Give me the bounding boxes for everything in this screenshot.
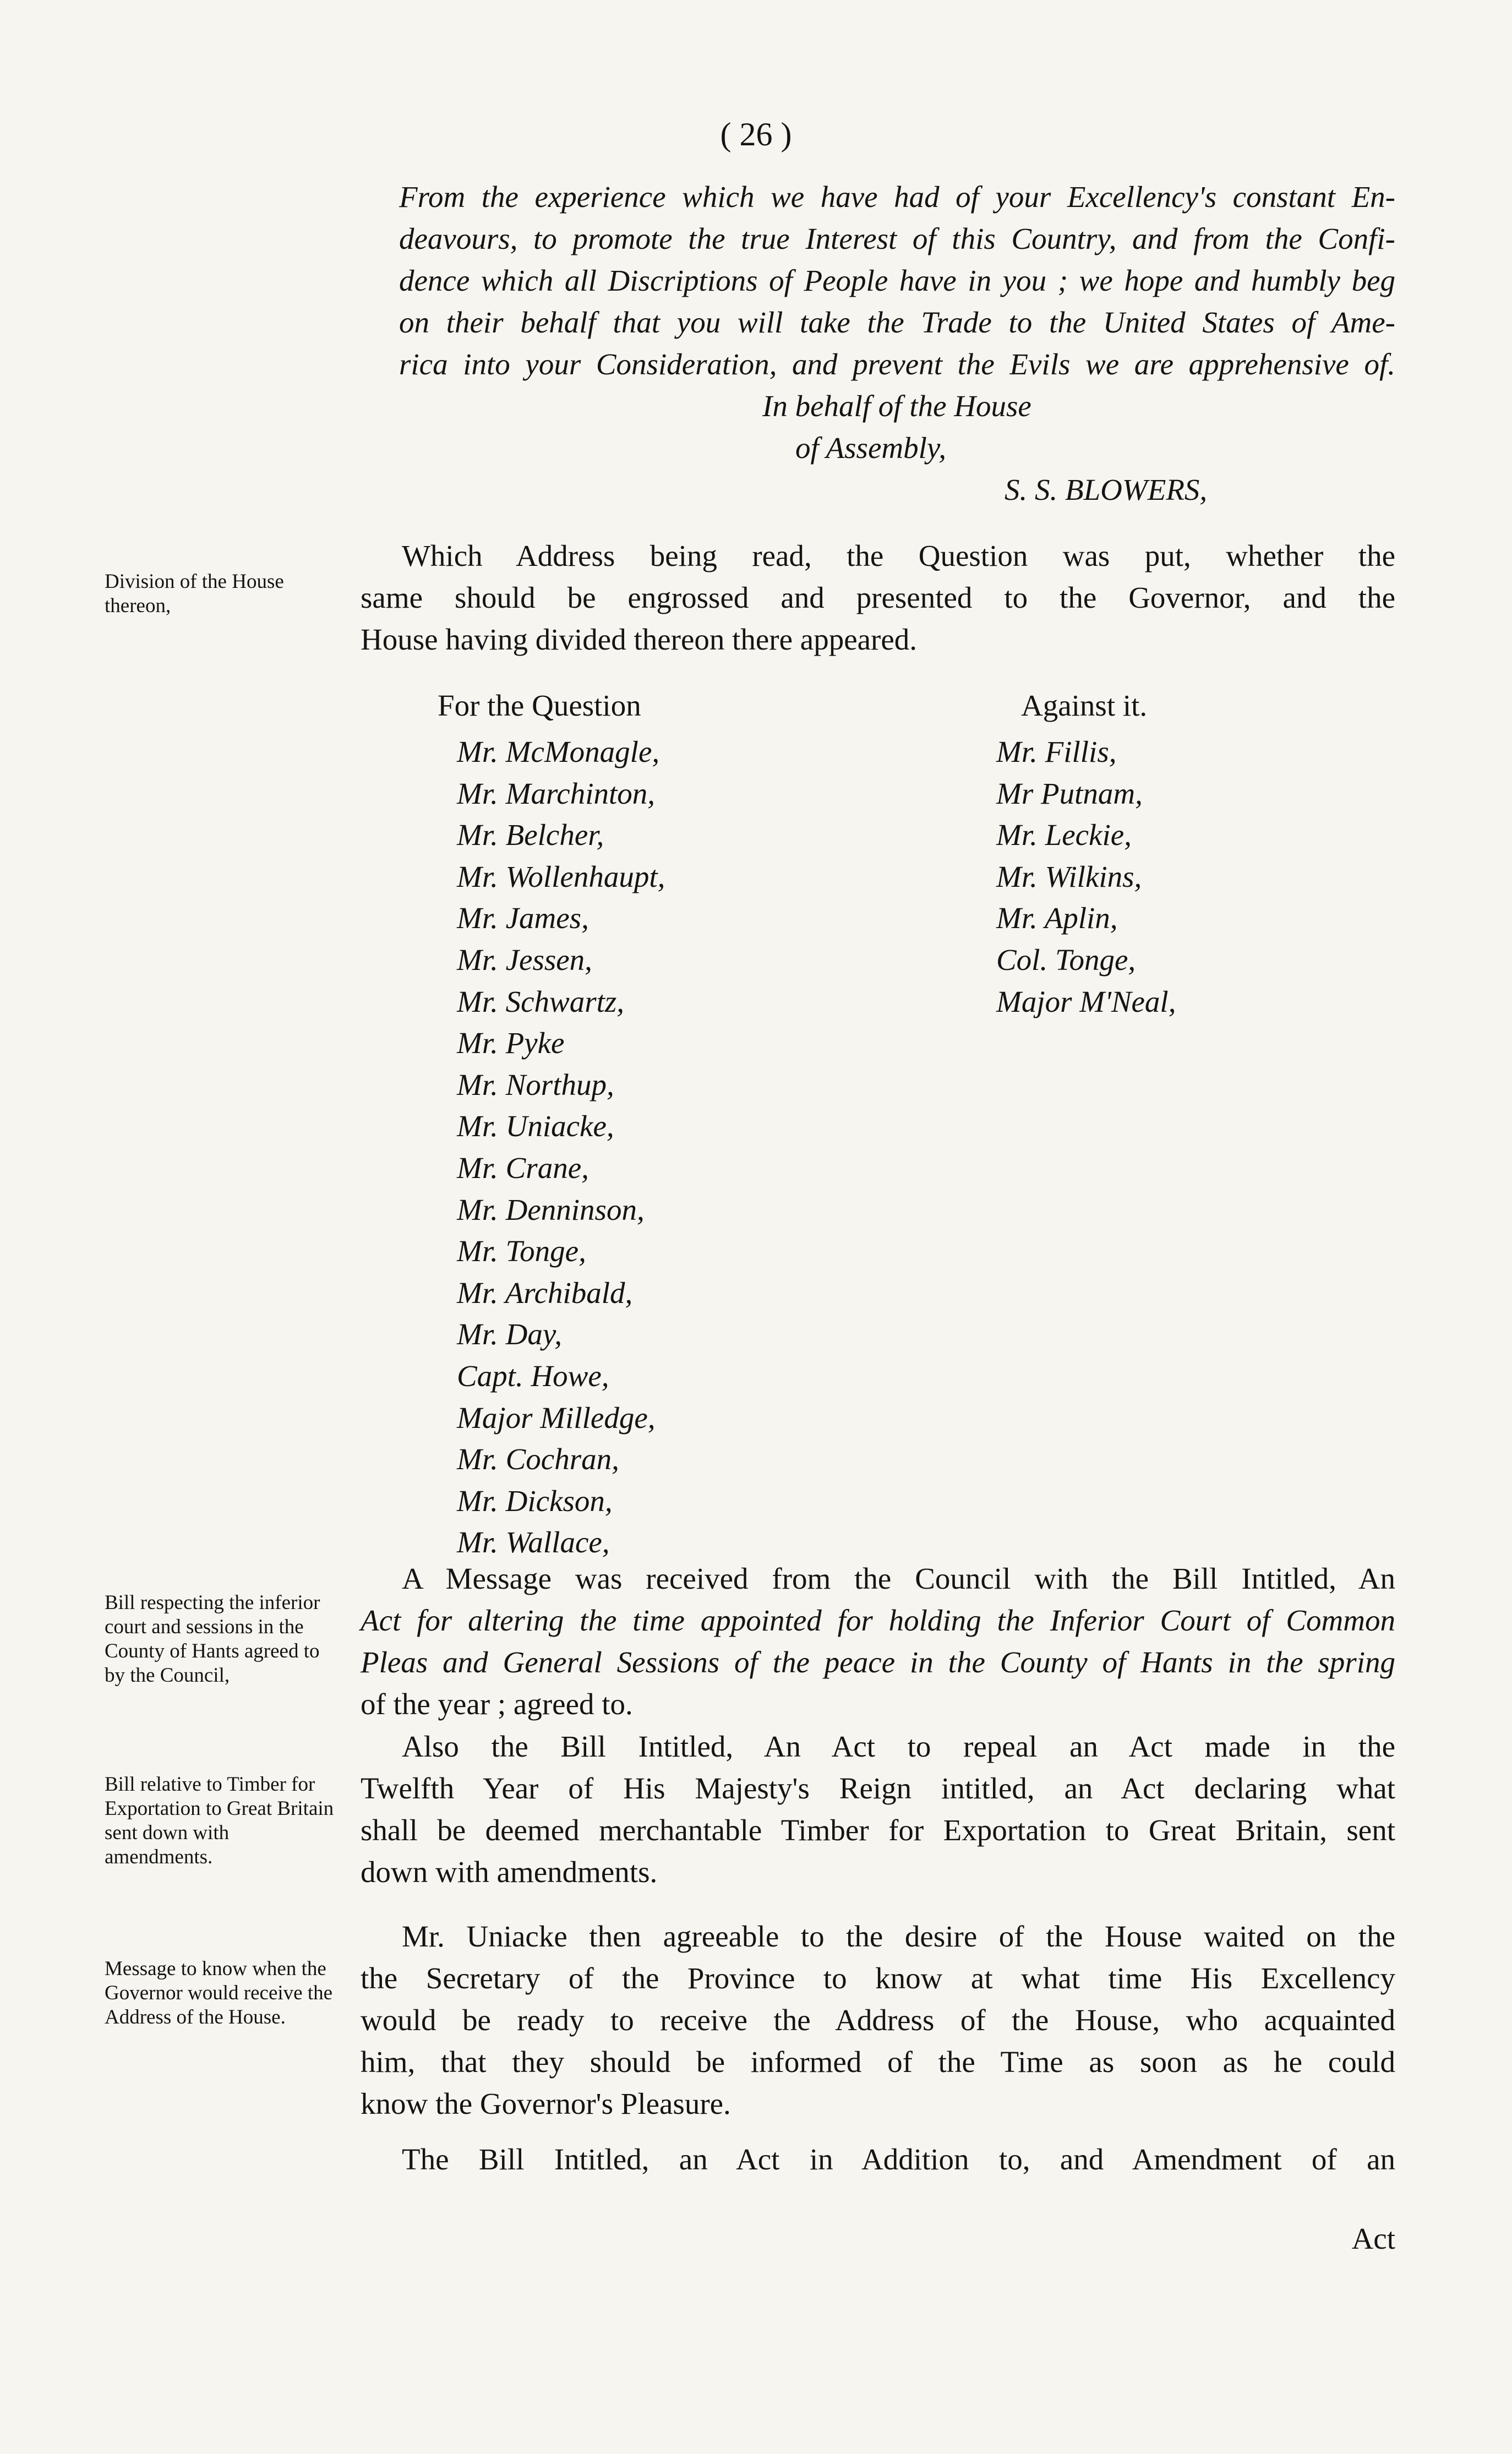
- member-name: Mr. Schwartz,: [457, 984, 625, 1018]
- member-name: Mr. Jessen,: [457, 942, 592, 977]
- text-line: Which Address being read, the Question was put, whether the: [402, 539, 1395, 572]
- text-line: deavours, to promote the true Interest of this Country, and from the Confi-: [399, 222, 1395, 255]
- against-header: Against it.: [1021, 689, 1148, 722]
- member-name: Major Milledge,: [457, 1400, 656, 1435]
- text-line: Act for altering the time appointed for holding the Inferior Court of Common: [361, 1604, 1395, 1637]
- text-line: of the year ; agreed to.: [361, 1687, 633, 1721]
- margin-note-division: Division of the House thereon,: [105, 570, 284, 617]
- member-name: Mr. Marchinton,: [457, 776, 656, 810]
- member-name: Mr. Cochran,: [457, 1442, 619, 1476]
- member-name: Mr. James,: [457, 901, 589, 935]
- member-name: Mr. Belcher,: [457, 818, 604, 852]
- text-line: House having divided thereon there appeared.: [361, 623, 918, 656]
- message-paragraph: [361, 1558, 1395, 1725]
- text-line: Also the Bill Intitled, An Act to repeal an Act made in the: [402, 1730, 1395, 1763]
- member-name: Mr. Archibald,: [457, 1275, 633, 1310]
- member-name: Mr. Wallace,: [457, 1525, 610, 1559]
- text-line: Pleas and General Sessions of the peace in the County of Hants in the spring: [361, 1645, 1395, 1679]
- member-name: Mr Putnam,: [996, 776, 1143, 810]
- member-name: Col. Tonge,: [996, 942, 1136, 977]
- text-line: Twelfth Year of His Majesty's Reign intitled, an Act declaring what: [361, 1771, 1395, 1805]
- text-line: shall be deemed merchantable Timber for Exportation to Great Britain, sent: [361, 1813, 1395, 1847]
- member-name: Mr. Day,: [457, 1317, 562, 1351]
- text-line: From the experience which we have had of your Excellency's constant En-: [399, 180, 1395, 214]
- margin-note-bill-inferior-court: Bill respecting the inferior court and sessions in the County of Hants agreed to by the Council,: [105, 1591, 320, 1687]
- text-line: same should be engrossed and presented to the Governor, and the: [361, 581, 1395, 614]
- member-name: Mr. Leckie,: [996, 818, 1132, 852]
- margin-note-message-governor: Message to know when the Governor would receive the Address of the House.: [105, 1957, 333, 2028]
- also-paragraph: [361, 1726, 1395, 1893]
- behalf-line: In behalf of the House: [762, 389, 1031, 423]
- behalf-line: of Assembly,: [795, 431, 946, 465]
- member-name: Major M'Neal,: [996, 984, 1176, 1018]
- for-list: [457, 731, 665, 1563]
- member-name: Mr. Wilkins,: [996, 859, 1142, 893]
- text-line: down with amendments.: [361, 1855, 658, 1889]
- text-line: dence which all Discriptions of People have in you ; we hope and humbly beg: [399, 264, 1395, 297]
- member-name: Mr. Uniacke,: [457, 1109, 614, 1143]
- text-line: The Bill Intitled, an Act in Addition to, and Amendment of an: [402, 2142, 1395, 2176]
- signature: S. S. BLOWERS,: [1005, 473, 1208, 506]
- against-list: [996, 731, 1176, 1022]
- member-name: Mr. Northup,: [457, 1067, 614, 1101]
- page-number: ( 26 ): [720, 116, 792, 152]
- uniacke-paragraph: [361, 1916, 1395, 2125]
- text-line: Mr. Uniacke then agreeable to the desire of the House waited on the: [402, 1919, 1395, 1953]
- text-line: would be ready to receive the Address of the House, who acquainted: [361, 2003, 1395, 2037]
- text-line: him, that they should be informed of the Time as soon as he could: [361, 2045, 1395, 2079]
- member-name: Capt. Howe,: [457, 1359, 609, 1393]
- member-name: Mr. McMonagle,: [457, 735, 660, 768]
- text-line: know the Governor's Pleasure.: [361, 2087, 731, 2120]
- member-name: Mr. Dickson,: [457, 1484, 613, 1518]
- bill-paragraph: [361, 2139, 1395, 2180]
- text-line: the Secretary of the Province to know at what time His Excellency: [361, 1961, 1395, 1995]
- member-name: Mr. Pyke: [457, 1026, 565, 1060]
- division-paragraph: [361, 535, 1395, 661]
- text-line: rica into your Consideration, and prevent the Evils we are apprehensive of.: [399, 347, 1395, 381]
- for-header: For the Question: [438, 689, 641, 722]
- text-line: A Message was received from the Council with the Bill Intitled, An: [402, 1562, 1395, 1595]
- address-paragraph: [399, 176, 1395, 385]
- member-name: Mr. Crane,: [457, 1150, 589, 1185]
- member-name: Mr. Aplin,: [996, 901, 1118, 935]
- catchword: Act: [1351, 2222, 1395, 2255]
- member-name: Mr. Wollenhaupt,: [457, 859, 665, 893]
- text-line: on their behalf that you will take the Trade to the United States of Ame-: [399, 306, 1395, 339]
- margin-note-bill-timber: Bill relative to Timber for Exportation to Great Britain sent down with amendments.: [105, 1773, 334, 1868]
- member-name: Mr. Fillis,: [996, 735, 1117, 768]
- member-name: Mr. Tonge,: [457, 1234, 586, 1268]
- member-name: Mr. Denninson,: [457, 1192, 645, 1226]
